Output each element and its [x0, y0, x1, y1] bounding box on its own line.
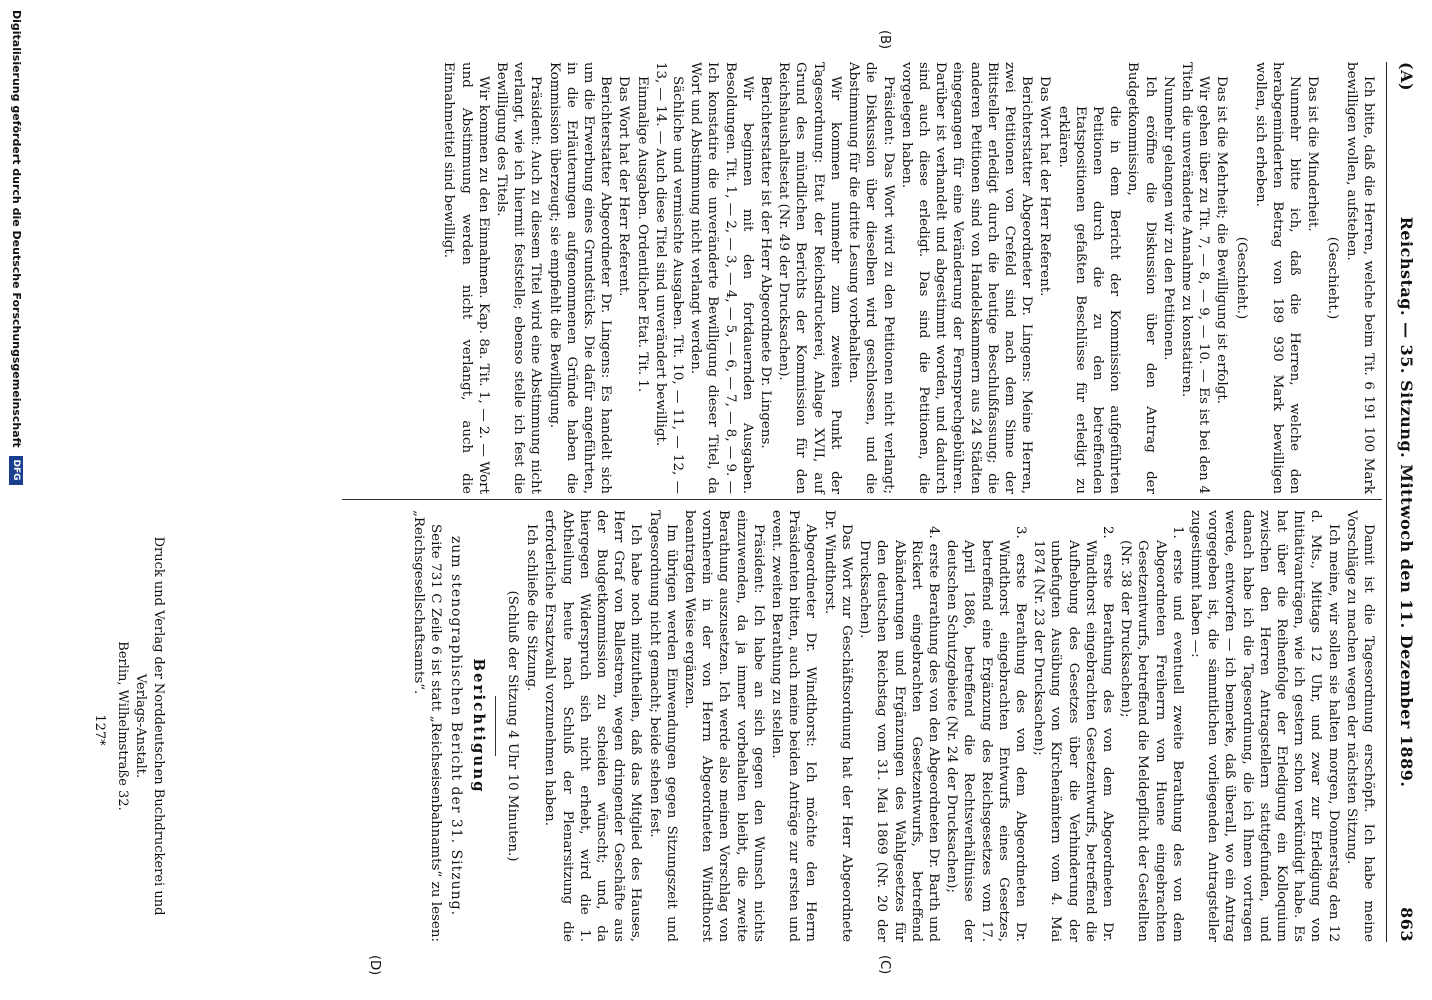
- right-paragraph: Damit ist die Tagesordnung erschöpft. Ich habe meine Vorschläge zu machen wegen der nächsten Sitzung.: [1343, 510, 1376, 942]
- left-paragraph: Wir kommen zu den Einnahmen. Kap. 8a. Tit. 1, — 2. — Wort und Abstimmung werden nicht verlangt, auch die Einnahmetitel sind bewilligt.: [441, 62, 491, 494]
- margin-marker-b: (B): [877, 30, 892, 50]
- correction-title: Berichtigung: [469, 658, 488, 794]
- page-header: [1390, 62, 1420, 942]
- right-paragraph: Abgeordneter Dr. Windthorst: Ich möchte den Herrn Präsidenten bitten, auch meine beiden Anträge zur ersten und event. zweiten Berathung zu stellen.: [769, 510, 819, 942]
- digitization-text: Digitalisierung gefördert durch die Deutsche Forschungsgemeinschaft: [10, 10, 23, 448]
- dfg-logo: DFG: [9, 456, 23, 485]
- right-paragraph: Im übrigen werden Einwendungen gegen Sitzungszeit und Tagesordnung nicht gemacht; beide stehen fest.: [646, 510, 679, 942]
- left-paragraph: Wir gehen über zu Tit. 7, — 8, — 9, — 10. — Es ist bei den 4 Titeln die unveränderte Annahme zu konstatiren.: [1178, 62, 1212, 494]
- left-paragraph: (Geschieht.): [1324, 236, 1340, 320]
- correction-subtitle: zum stenographischen Bericht der 31. Sitzung.: [447, 535, 464, 917]
- margin-marker-c: (C): [877, 955, 892, 975]
- left-paragraph: Das Wort hat der Herr Referent.: [1037, 76, 1053, 297]
- imprint: [113, 510, 167, 942]
- correction-text: Seite 731 C Zeile 6 ist statt „Reichseisenbahnamts“ zu lesen: „Reichsgesellschaftsamts“.: [411, 510, 444, 942]
- left-paragraph: Wir beginnen mit den fortdauernden Ausgaben. Besoldungen. Tit. 1, — 2, — 3, — 4, — 5, — 6, — 7, — 8, — 9. — Ich konstatire die unveränderte Bewilligung dieser Titel, da Wort und Abstimmung nicht verlangt werden.: [688, 62, 755, 494]
- imprint-line: Berlin, Wilhelmstraße 32.: [115, 641, 130, 811]
- digitization-notice: [5, 0, 27, 1000]
- left-paragraph: Nunmehr bitte ich, daß die Herren, welche den herabgeminderten Betrag von 189 930 Mark bewilligen wollen, sich erheben.: [1252, 62, 1303, 494]
- right-paragraph: Ich schließe die Sitzung.: [524, 524, 540, 692]
- session-closing: (Schluß der Sitzung 4 Uhr 10 Minuten.): [505, 590, 521, 862]
- page-number: 863: [1397, 907, 1416, 942]
- left-paragraph: Präsident: Das Wort wird zu den Petitionen nicht verlangt; die Diskussion über dieselben wird geschlossen, und die Abstimmung für die dritte Lesung vorbehalten.: [846, 62, 896, 494]
- left-paragraph: Das ist die Minderheit.: [1305, 76, 1321, 232]
- section-rule: [495, 696, 496, 756]
- agenda-item: 4. erste Berathung des von den Abgeordneten Dr. Barth und Rickert eingebrachten Gesetzentwurfs, betreffend Abänderungen und Ergänzungen des Wahlgesetzes für den deutschen Reichstag vom 31. Mai 1869 (Nr. 20 der Drucksachen).: [857, 526, 941, 942]
- left-paragraph: Wir kommen nunmehr zum zweiten Punkt der Tagesordnung: Etat der Reichsdruckerei, Anlage XVII, auf Grund des mündlichen Berichts der Kommission für den Reichshaushaltsetat (Nr. 49 der Drucksachen).: [776, 62, 843, 494]
- header-margin-a: (A): [1397, 62, 1416, 92]
- agenda-item: 1. erste und eventuell zweite Berathung des von dem Abgeordneten Freiherrn von Huene eingebrachten Gesetzentwurfs, betreffend die Meldepflicht der Gestellten (Nr. 38 der Drucksachen);: [1118, 526, 1185, 942]
- left-paragraph: (Geschieht.): [1233, 236, 1249, 320]
- left-paragraph: Das Wort hat der Herr Referent.: [616, 76, 632, 297]
- imprint-line: Druck und Verlag der Norddeutschen Buchdruckerei und Verlags-Anstalt.: [133, 536, 166, 916]
- left-paragraph: Berichterstatter Abgeordneter Dr. Lingens: Es handelt sich um die Erwerbung eines Grundstücks. Die dafür angeführten, in die Erläuterungen aufgenommenen Gründe haben die Kommission überzeugt; sie empfiehlt die Bewilligung.: [546, 62, 614, 494]
- left-paragraph: Präsident: Auch zu diesem Titel wird eine Abstimmung nicht verlangt, wie ich hiermit feststelle; ebenso stelle ich fest die Bewilligung des Titels.: [494, 62, 544, 494]
- left-paragraph: Berichterstatter ist der Herr Abgeordnete Dr. Lingens.: [758, 76, 774, 449]
- left-column: [439, 62, 1377, 494]
- column-divider: [342, 499, 1382, 500]
- left-paragraph: Nunmehr gelangen wir zu den Petitionen.: [1160, 76, 1176, 361]
- margin-marker-d: (D): [367, 955, 382, 976]
- agenda-item: 2. erste Berathung des von dem Abgeordneten Dr. Windthorst eingebrachten Gesetzentwurfs, betreffend die Aufhebung des Gesetzes über die Verhinderung der unbefugten Ausübung von Kirchenämtern vom 4. Mai 1874 (Nr. 23 der Drucksachen);: [1031, 526, 1115, 942]
- right-column: [409, 510, 1377, 942]
- header-title: Reichstag. — 35. Sitzung. Mittwoch den 11. Dezember 1889.: [1397, 216, 1416, 788]
- right-paragraph: Das Wort zur Geschäftsordnung hat der Herr Abgeordnete Dr. Windthorst.: [821, 510, 854, 942]
- right-paragraph: Ich meine, wir sollen sie halten morgen, Donnerstag den 12 d. Mts., Mittags 12 Uhr, und zwar zur Erledigung von Initiativanträgen, wie ich gestern schon verkündigt habe. Es hat über die Reihenfolge der Erledigung ein Kolloquium zwischen den Herren Antragstellern stattgefunden, und danach habe ich die Tagesordnung, die ich Ihnen vortragen werde, entworfen — ich bemerke, daß überall, wo ein Antrag vorgegeben ist, die sämmtlichen vorliegenden Antragsteller zugestimmt haben —:: [1187, 510, 1341, 942]
- left-paragraph: Berichterstatter Abgeordneter Dr. Lingens: Meine Herren, zwei Petitionen von Crefeld sind nach dem Sinne der Bittsteller erledigt durch die heutige Beschlußfassung; die anderen Petitionen sind von Handelskammern aus 24 Städten eingegangen für eine Veränderung der Fernsprechgebühren. Darüber ist verhandelt und abgestimmt worden, und dadurch sind auch diese erledigt. Das sind die Petitionen, die vorgelegen haben.: [898, 62, 1035, 494]
- agenda-item: 3. erste Berathung des von dem Abgeordneten Dr. Windthorst eingebrachten Entwurfs eines Gesetzes, betreffend eine Ergänzung des Reichsgesetzes vom 17. April 1886, betreffend die Rechtsverhältnisse der deutschen Schutzgebiete (Nr. 24 der Drucksachen);: [944, 526, 1028, 942]
- left-paragraph: die in dem Bericht der Kommission aufgeführten Petitionen durch die zu den betreffenden Etatspositionen gefaßten Beschlüsse für erledigt zu erklären.: [1055, 106, 1123, 494]
- right-paragraph: Ich habe noch mitzutheilen, daß das Mitglied des Hauses, Herr Graf von Ballestrem, wegen dringender Geschäfte aus der Budgetkommission zu scheiden wünscht; und, da hiergegen Widerspruch sich nicht erhebt, wird die 1. Abtheilung heute nach Schluß der Plenarsitzung die erforderliche Ersatzwahl vorzunehmen haben.: [542, 510, 644, 942]
- sheet-code: 127*: [92, 714, 107, 746]
- left-paragraph: Ich eröffne die Diskussion über den Antrag der Budgetkommission,: [1125, 62, 1158, 494]
- left-paragraph: Das ist die Mehrheit; die Bewilligung ist erfolgt.: [1214, 76, 1230, 404]
- left-paragraph: Ich bitte, daß die Herren, welche beim Tit. 6 191 100 Mark bewilligen wollen, aufstehen.: [1343, 62, 1376, 494]
- header-rule: [1386, 62, 1387, 942]
- left-paragraph: Einmalige Ausgaben. Ordentlicher Etat. Tit. 1.: [634, 76, 650, 393]
- left-paragraph: Sächliche und vermischte Ausgaben. Tit. 10, — 11, — 12, — 13, — 14. — Auch diese Titel sind unverändert bewilligt.: [652, 62, 686, 494]
- right-paragraph: Präsident: Ich habe an sich gegen den Wunsch nichts einzuwenden, da ja immer vorbehalten bleibt, die zweite Berathung auszusetzen. Ich werde also meinen Vorschlag von vornherein in der von Herrn Abgeordneten Windthorst beantragten Weise ergänzen.: [682, 510, 766, 942]
